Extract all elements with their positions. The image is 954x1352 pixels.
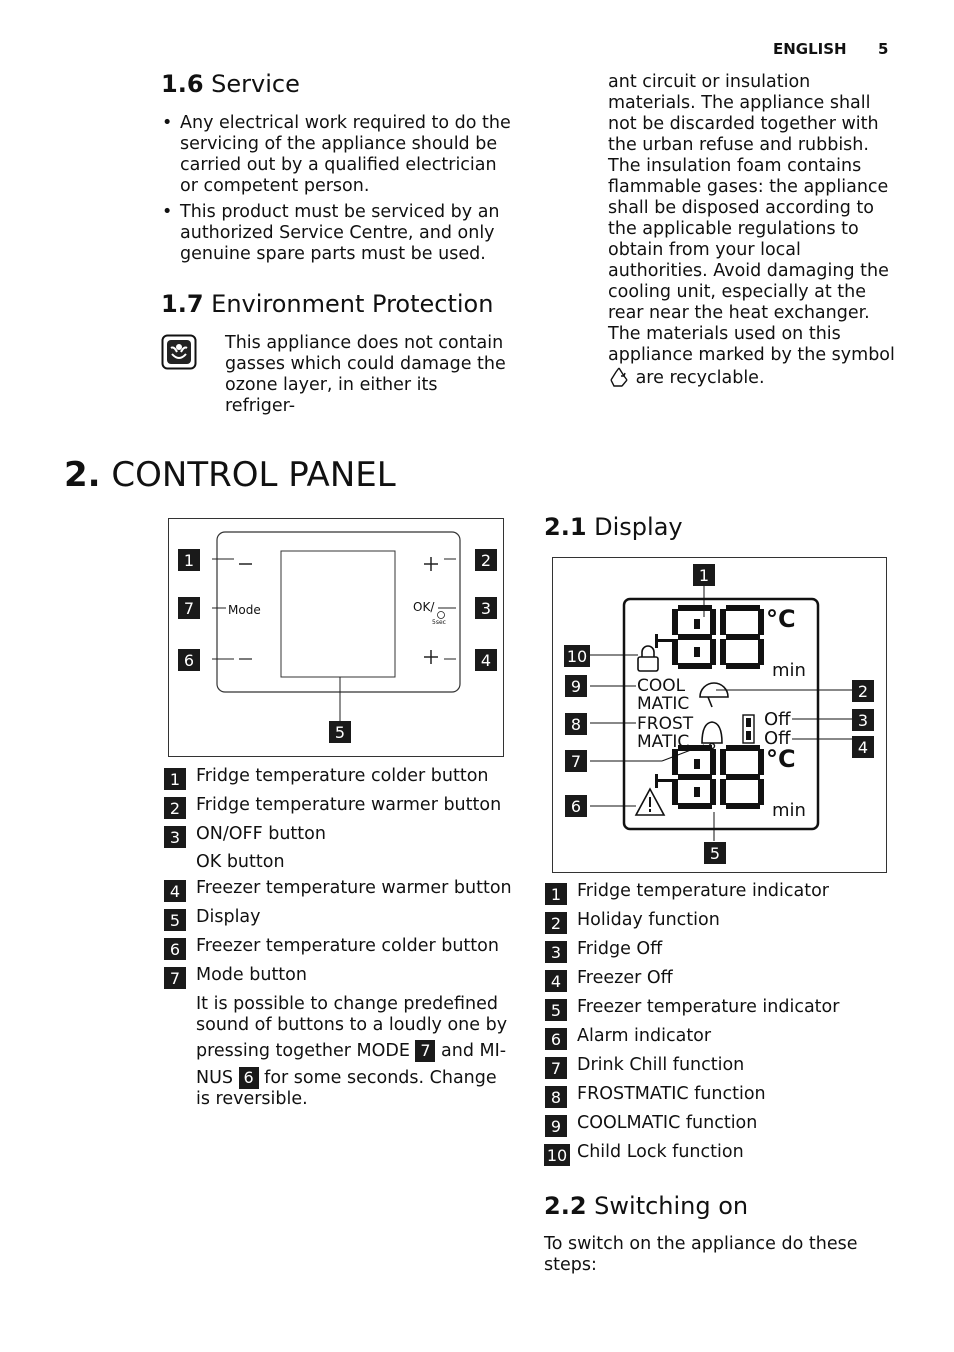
page-number: 5 xyxy=(878,40,889,58)
section-title: Display xyxy=(594,513,683,541)
celsius-label: °C xyxy=(766,605,796,633)
environment-text-continued: ant circuit or insulation materials. The appliance shall not be discarded together with the urban refuse and rubbish. The insulation foam contains flammable gases: the appliance shall be disposed according to the applicable regulations to obtain from your local authorities. Avoid damaging the cooling unit, especially at the rear near the heat exchanger. The materials used on this appliance marked by the symbol are recyclable. xyxy=(608,72,898,394)
switching-on-text: To switch on the appliance do these steps: xyxy=(544,1234,858,1275)
callout-2: 2 xyxy=(852,680,874,702)
matic-label: MATIC xyxy=(637,732,690,752)
callout-5: 5 xyxy=(329,721,351,743)
callout-10: 10 xyxy=(564,645,590,667)
matic-label: MATIC xyxy=(637,694,690,714)
environment-text: This appliance does not contain gasses which could damage the ozone layer, in either its refriger- xyxy=(225,333,506,416)
section-2-2-heading xyxy=(544,1192,748,1220)
section-number: 1.6 xyxy=(161,70,204,98)
callout-4: 4 xyxy=(475,649,497,671)
off-label: Off xyxy=(764,728,791,749)
display-figure xyxy=(552,557,887,873)
section-title: Switching on xyxy=(594,1192,749,1220)
mode-note: It is possible to change predefined sound of buttons to a loudly one by pressing together MODE 7 and MI- NUS 6 for some seconds. Change is reversible. xyxy=(196,994,508,1109)
callout-3: 3 xyxy=(852,709,874,731)
ok-label: OK/ xyxy=(413,600,435,614)
section-2-1-heading xyxy=(544,513,683,541)
callout-4: 4 xyxy=(852,736,874,758)
inline-ref-6: 6 xyxy=(239,1067,259,1089)
recycle-icon xyxy=(608,366,630,394)
min-label: min xyxy=(772,800,806,821)
section-number: 1.7 xyxy=(161,290,204,318)
callout-7: 7 xyxy=(178,597,200,619)
service-bullets xyxy=(162,113,512,265)
callout-6: 6 xyxy=(178,649,200,671)
control-panel-legend: 1 Fridge temperature colder button 2 Fridge temperature warmer button 3 ON/OFF button OK button 4 Freezer temperature warmer button 5 Display 6 Freezer temperature colder button 7 Mode button xyxy=(164,766,514,1006)
sec-label: 5sec xyxy=(432,619,446,626)
callout-9: 9 xyxy=(565,675,587,697)
callout-1: 1 xyxy=(693,564,715,586)
section-number: 2.1 xyxy=(544,513,587,541)
chapter-heading xyxy=(64,455,396,495)
chapter-number: 2. xyxy=(64,455,101,495)
cool-label: COOL xyxy=(637,676,686,696)
control-panel-figure xyxy=(168,518,504,757)
environment-icon xyxy=(161,334,197,370)
callout-5: 5 xyxy=(704,842,726,864)
section-title: Environment Protection xyxy=(211,290,494,318)
callout-8: 8 xyxy=(565,713,587,735)
section-title: Service xyxy=(211,70,300,98)
mode-label: Mode xyxy=(228,603,261,617)
frost-label: FROST xyxy=(637,714,694,734)
header-language: ENGLISH xyxy=(773,40,847,58)
callout-2: 2 xyxy=(475,549,497,571)
callout-6: 6 xyxy=(565,795,587,817)
section-1-6-heading xyxy=(161,70,300,98)
celsius-label: °C xyxy=(766,745,796,773)
display-legend: 1 Fridge temperature indicator 2 Holiday function 3 Fridge Off 4 Freezer Off 5 Freezer temperature indicator 6 Alarm indicator 7 Drink Chill function 8 FROSTMATIC function 9 COOLMATIC function 10 Child Lock function xyxy=(545,881,895,1171)
bullet-item: • This product must be serviced by an authorized Service Centre, and only genuine spare parts must be used. xyxy=(162,202,512,265)
callout-1: 1 xyxy=(178,549,200,571)
min-label: min xyxy=(772,660,806,681)
callout-3: 3 xyxy=(475,597,497,619)
section-1-7-heading xyxy=(161,290,493,318)
section-number: 2.2 xyxy=(544,1192,587,1220)
callout-7: 7 xyxy=(565,750,587,772)
chapter-title: CONTROL PANEL xyxy=(111,455,396,495)
inline-ref-7: 7 xyxy=(415,1040,435,1062)
bullet-item: • Any electrical work required to do the servicing of the appliance should be carried out by a qualified electrician or competent person. xyxy=(162,113,512,197)
off-label: Off xyxy=(764,709,791,730)
